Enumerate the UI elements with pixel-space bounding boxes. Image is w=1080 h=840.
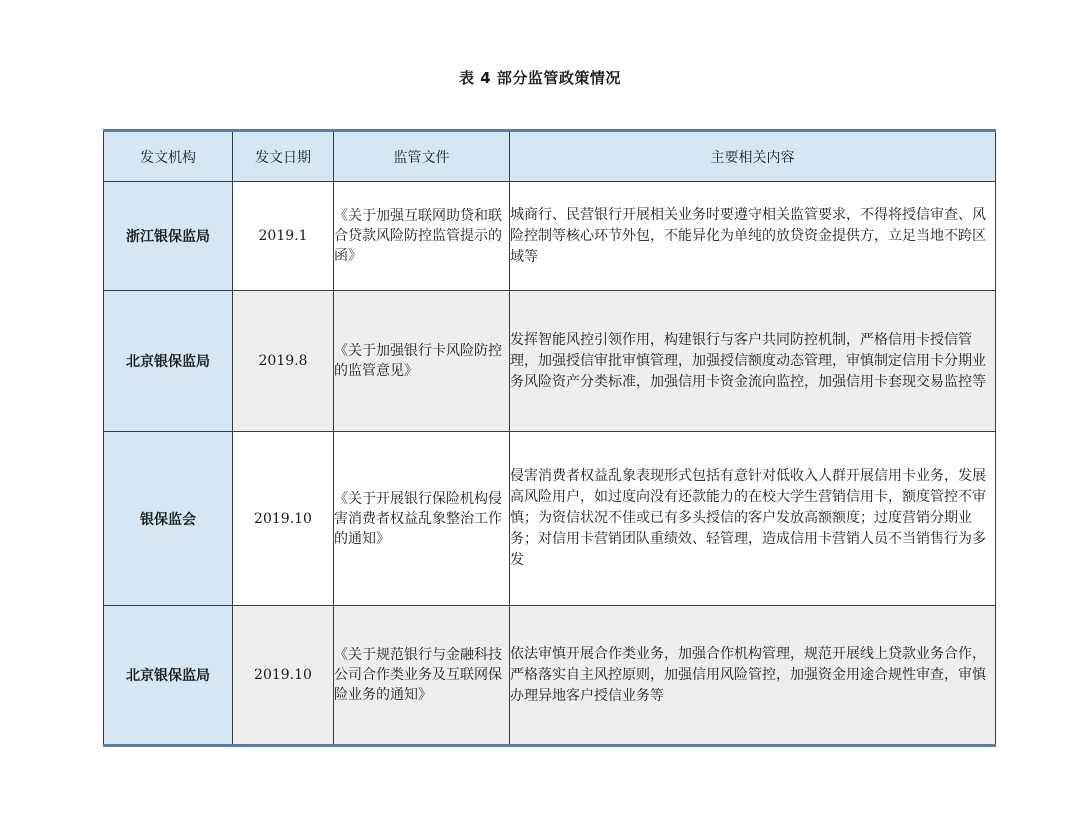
table-row bbox=[104, 432, 996, 606]
date-cell: 2019.10 bbox=[233, 606, 334, 746]
header-date: 发文日期 bbox=[233, 131, 334, 182]
document-cell: 《关于加强互联网助贷和联合贷款风险防控监管提示的函》 bbox=[334, 182, 510, 291]
header-issuer: 发文机构 bbox=[104, 131, 233, 182]
issuer-cell: 北京银保监局 bbox=[104, 606, 233, 746]
table-row bbox=[104, 606, 996, 746]
date-cell: 2019.10 bbox=[233, 432, 334, 606]
table-row bbox=[104, 291, 996, 432]
header-content: 主要相关内容 bbox=[510, 131, 996, 182]
content-cell: 依法审慎开展合作类业务，加强合作机构管理，规范开展线上贷款业务合作，严格落实自主风控原则，加强信用风险管控，加强资金用途合规性审查，审慎办理异地客户授信业务等 bbox=[510, 606, 996, 746]
document-cell: 《关于加强银行卡风险防控的监管意见》 bbox=[334, 291, 510, 432]
issuer-cell: 浙江银保监局 bbox=[104, 182, 233, 291]
table-row bbox=[104, 182, 996, 291]
table-title: 表 4 部分监管政策情况 bbox=[459, 69, 621, 87]
policy-table bbox=[103, 129, 996, 747]
date-cell: 2019.8 bbox=[233, 291, 334, 432]
content-cell: 侵害消费者权益乱象表现形式包括有意针对低收入人群开展信用卡业务，发展高风险用户，如过度向没有还款能力的在校大学生营销信用卡，额度管控不审慎；为资信状况不佳或已有多头授信的客户发放高额额度；过度营销分期业务；对信用卡营销团队重绩效、轻管理，造成信用卡营销人员不当销售行为多发 bbox=[510, 432, 996, 606]
issuer-cell: 北京银保监局 bbox=[104, 291, 233, 432]
issuer-cell: 银保监会 bbox=[104, 432, 233, 606]
document-cell: 《关于规范银行与金融科技公司合作类业务及互联网保险业务的通知》 bbox=[334, 606, 510, 746]
document-cell: 《关于开展银行保险机构侵害消费者权益乱象整治工作的通知》 bbox=[334, 432, 510, 606]
date-cell: 2019.1 bbox=[233, 182, 334, 291]
header-document: 监管文件 bbox=[334, 131, 510, 182]
content-cell: 城商行、民营银行开展相关业务时要遵守相关监管要求，不得将授信审查、风险控制等核心环节外包，不能异化为单纯的放贷资金提供方，立足当地不跨区域等 bbox=[510, 182, 996, 291]
table-header-row bbox=[104, 131, 996, 182]
content-cell: 发挥智能风控引领作用，构建银行与客户共同防控机制，严格信用卡授信管理，加强授信审批审慎管理，加强授信额度动态管理，审慎制定信用卡分期业务风险资产分类标准，加强信用卡资金流向监控，加强信用卡套现交易监控等 bbox=[510, 291, 996, 432]
